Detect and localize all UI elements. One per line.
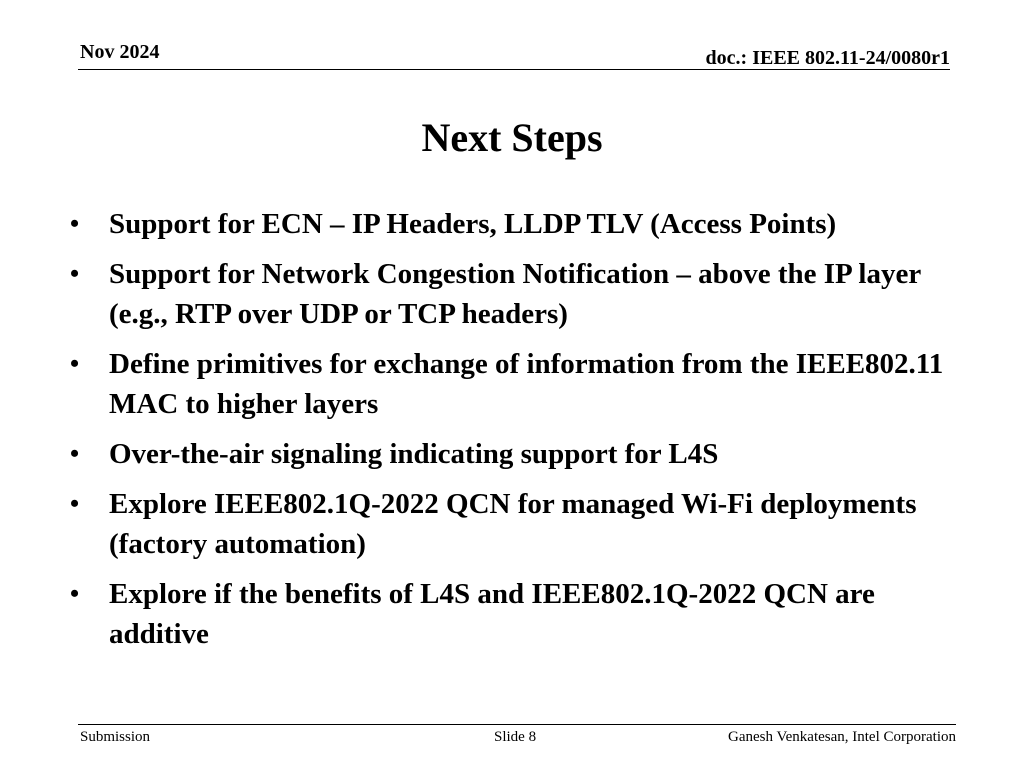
header-date: Nov 2024 [80,41,160,63]
bullet-item [70,574,970,654]
header-divider [78,69,950,70]
bullet-item [70,434,970,474]
footer-divider [78,724,956,725]
slide-title: Next Steps [421,115,603,160]
bullet-text: Support for Network Congestion Notification – above the IP layer (e.g., RTP over UDP or TCP headers) [109,258,921,330]
bullet-dot-icon: • [70,209,80,238]
bullet-item [70,344,970,424]
bullet-item [70,484,970,564]
bullet-text: Over-the-air signaling indicating support for L4S [109,438,719,470]
bullet-dot-icon: • [70,349,80,378]
bullet-dot-icon: • [70,259,80,288]
footer-slide-number: Slide 8 [494,729,537,745]
bullet-text: Explore if the benefits of L4S and IEEE802.1Q-2022 QCN are additive [109,578,875,650]
bullet-item [70,204,970,244]
bullet-text: Explore IEEE802.1Q-2022 QCN for managed Wi-Fi deployments (factory automation) [109,488,917,560]
bullet-dot-icon: • [70,579,80,608]
header-doc-id: doc.: IEEE 802.11-24/0080r1 [705,47,950,69]
bullet-text: Define primitives for exchange of information from the IEEE802.11 MAC to higher layers [109,348,944,420]
bullet-dot-icon: • [70,489,80,518]
footer-submission: Submission [80,729,151,745]
bullet-text: Support for ECN – IP Headers, LLDP TLV (Access Points) [109,208,837,240]
footer-author: Ganesh Venkatesan, Intel Corporation [728,729,956,745]
bullet-list [70,204,970,664]
bullet-item [70,254,970,334]
bullet-dot-icon: • [70,439,80,468]
